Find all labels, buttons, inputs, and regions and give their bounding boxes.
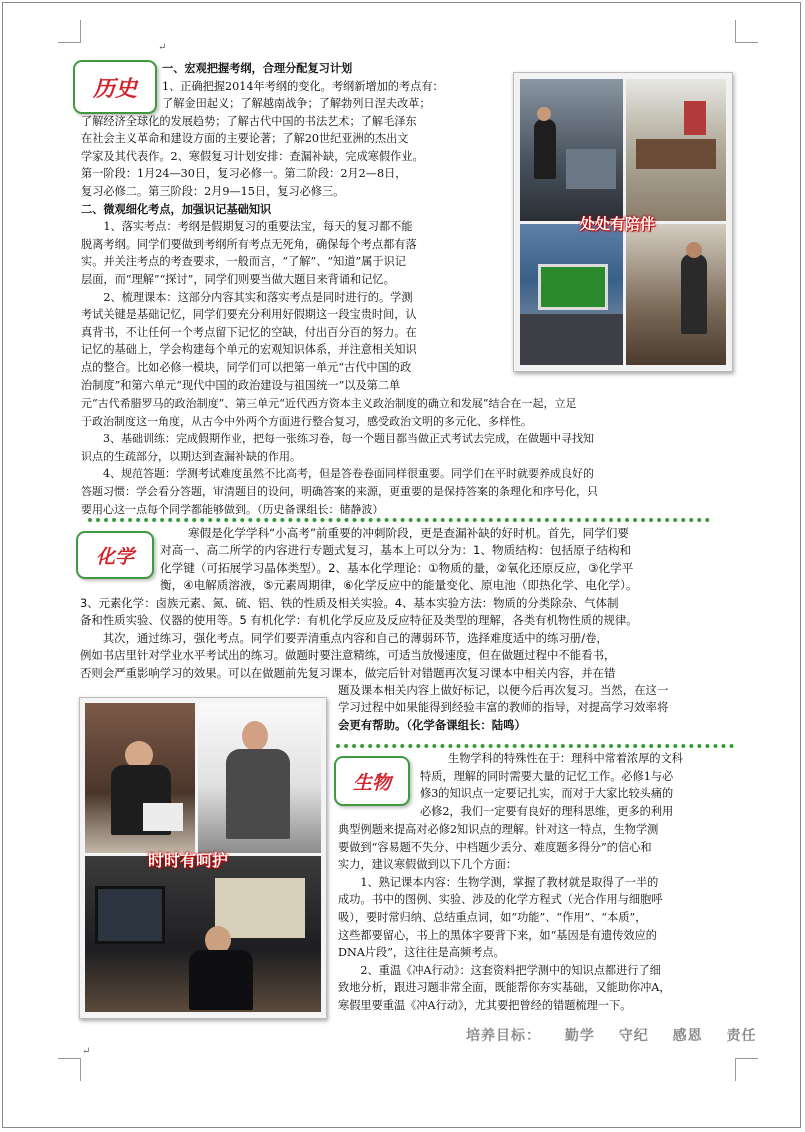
biology-line: 吸），要时常归纳、总结重点词，如“功能”、“作用”、“本质”， bbox=[338, 910, 647, 924]
footer-item: 责任 bbox=[726, 1028, 757, 1044]
chemistry-line: 例如书店里针对学业水平考试出的练习。做题时要注意精练，可适当放慢速度，但在做题过程中不能看书， bbox=[80, 648, 616, 663]
biology-badge bbox=[334, 756, 410, 806]
history-line: 实。并关注考点的考查要求，一般而言，“了解”、“知道”属于识记 bbox=[81, 255, 406, 269]
history-line: 治制度”和第六单元“现代中国的政治建设与祖国统一”以及第二单 bbox=[81, 378, 401, 392]
footer-label: 培养目标： bbox=[466, 1028, 541, 1044]
history-line: 了解经济全球化的发展趋势；了解古代中国的书法艺术；了解毛泽东 bbox=[81, 114, 417, 128]
history-intro bbox=[162, 60, 502, 95]
history-line: 1、正确把握2014年考纲的变化。考纲新增加的考点有： bbox=[162, 79, 444, 93]
chemistry-line: 对高一、高二所学的内容进行专题式复习，基本上可以分为：1、物质结构：包括原子结构和 bbox=[160, 543, 632, 558]
teacher-photo bbox=[85, 856, 321, 1012]
chemistry-badge-label: 化学 bbox=[95, 545, 134, 568]
biology-line: 2、重温《冲A行动》：这套资料把学测中的知识点都进行了细 bbox=[338, 963, 661, 977]
history-line: 复习必修二。第三阶段：2月9—15日，复习必修三。 bbox=[81, 184, 345, 198]
history-photo-collage bbox=[513, 72, 733, 372]
teacher-photo-collage bbox=[79, 697, 327, 1019]
biology-line: 要做到“容易题不失分、中档题少丢分、难度题多得分”的信心和 bbox=[338, 840, 652, 854]
history-line: 4、规范答题：学测考试难度虽然不比高考，但是答卷卷面同样很重要。同学们在平时就要养成良好的 bbox=[81, 467, 594, 481]
footer-item: 勤学 bbox=[564, 1028, 595, 1044]
chemistry-line: 其次，通过练习，强化考点。同学们要弄清重点内容和自己的薄弱环节，选择难度适中的练习册/卷， bbox=[80, 630, 608, 645]
biology-line: 寒假里要重温《冲A行动》，尤其要把曾经的错题梳理一下。 bbox=[338, 998, 632, 1012]
history-line: 在社会主义革命和建设方面的主要论著；了解20世纪亚洲的杰出文 bbox=[81, 132, 409, 146]
section-divider bbox=[88, 518, 710, 522]
biology-line: 生物学科的特殊性在于：理科中常着浓厚的文科 bbox=[448, 752, 683, 765]
biology-top bbox=[420, 750, 738, 820]
classroom-photo bbox=[626, 79, 726, 221]
footer-goals bbox=[466, 1025, 775, 1045]
section-divider bbox=[336, 744, 734, 748]
biology-line: 典型例题来提高对必修2知识点的理解。针对这一特点，生物学测 bbox=[338, 823, 659, 836]
history-line: 1、落实考点：考纲是假期复习的重要法宝，每天的复习都不能 bbox=[81, 220, 413, 234]
crop-mark-top-right bbox=[735, 20, 758, 43]
footer-item: 守纪 bbox=[618, 1028, 649, 1044]
history-line: 考试关键是基础记忆，同学们要充分利用好假期这一段宝贵时间，认 bbox=[81, 308, 417, 322]
chemistry-line: 学习过程中如果能得到经验丰富的教师的指导，对提高学习效率将 bbox=[338, 700, 669, 715]
chemistry-line: 会更有帮助。（化学备课组长：陆鸣） bbox=[338, 717, 526, 732]
chemistry-line: 化学键（可拓展学习晶体类型）。2、基本化学理论：①物质的量，②氧化还原反应，③化学平 bbox=[160, 560, 634, 575]
history-line: 学家及其代表作。2、寒假复习计划安排：查漏补缺，完成寒假作业。 bbox=[81, 149, 424, 163]
history-heading-1: 一、宏观把握考纲，合理分配复习计划 bbox=[162, 61, 353, 75]
chemistry-line: 3、元素化学：卤族元素、氮、硫、铝、铁的性质及相关实验。4、基本实验方法：物质的分类除杂、气体制 bbox=[80, 596, 619, 610]
biology-body bbox=[338, 821, 738, 1015]
history-line: 3、基础训练：完成假期作业，把每一张练习卷，每一个题目都当做正式考试去完成，在做题中寻找知 bbox=[81, 432, 594, 446]
teacher-photo bbox=[198, 703, 321, 853]
teacher-photo-caption: 时时有呵护 bbox=[148, 851, 229, 870]
history-line: 识点的生疏部分，以期达到查漏补缺的作用。 bbox=[81, 449, 301, 463]
chemistry-right bbox=[338, 682, 740, 734]
crop-mark-bottom-right bbox=[735, 1058, 758, 1081]
history-badge-label: 历史 bbox=[92, 75, 137, 102]
chemistry-line: 衡，④电解质溶液，⑤元素周期律，⑥化学反应中的能量变化、原电池（即热化学、电化学）。 bbox=[160, 578, 638, 593]
chemistry-line: 否则会严重影响学习的效果。可以在做题前先复习课本，做完后针对错题再次复习课本中相关内容，并在错 bbox=[80, 665, 616, 680]
history-line: 了解金田起义；了解越南战争；了解勃列日涅夫改革； bbox=[162, 97, 431, 110]
classroom-photo bbox=[520, 79, 623, 221]
history-photo-caption: 处处有陪伴 bbox=[580, 215, 656, 233]
history-line: 要用心这一点每个同学都能够做到。（历史备课组长：储静波） bbox=[81, 502, 384, 516]
biology-line: 必修2，我们一定要有良好的理科思维，更多的利用 bbox=[420, 804, 674, 818]
chemistry-badge bbox=[76, 531, 154, 579]
history-line: 答题习惯：学会看分答题，审清题目的设问，明确答案的来源，更重要的是保持答案的条理化和序号化，只 bbox=[81, 484, 598, 498]
chemistry-line: 备和性质实验、仪器的使用等。5 有机化学：有机化学反应及反应特征及类型的理解，各类有机物性质的规律。 bbox=[80, 613, 638, 628]
footer-item: 感恩 bbox=[672, 1028, 703, 1044]
biology-line: 致地分析，跟进习题非常全面，既能帮你夯实基础，又能助你冲A， bbox=[338, 981, 671, 995]
history-line: 真背书，不让任何一个考点留下记忆的空缺，付出百分百的努力。在 bbox=[81, 325, 417, 339]
chemistry-top bbox=[160, 525, 740, 595]
history-line: 于政治制度这一角度，从古今中外两个方面进行整合复习，感受政治文明的多元化、多样性。 bbox=[81, 414, 532, 428]
history-line: 2、梳理课本：这部分内容其实和落实考点是同时进行的。学测 bbox=[81, 290, 413, 304]
classroom-photo bbox=[626, 224, 726, 365]
paragraph-mark: ↵ bbox=[82, 1046, 91, 1057]
biology-line: 实力，建议寒假做到以下几个方面： bbox=[338, 858, 518, 872]
history-line: 第一阶段：1月24—30日，复习必修一。第二阶段：2月2—8日， bbox=[81, 167, 407, 181]
history-line: 点的整合。比如必修一模块，同学们可以把第一单元“古代中国的政 bbox=[81, 360, 412, 374]
biology-line: 这些都要留心，书上的黑体字要背下来，如“基因是有遗传效应的 bbox=[338, 928, 657, 942]
biology-line: 特质，理解的同时需要大量的记忆工作。必修1与必 bbox=[420, 769, 674, 783]
chemistry-line: 寒假是化学学科“小高考”前重要的冲刺阶段，更是查漏补缺的好时机。首先，同学们要 bbox=[188, 526, 629, 540]
history-line: 脱离考纲。同学们要做到考纲所有考点无死角，确保每个考点都有落 bbox=[81, 237, 417, 251]
biology-line: 1、熟记课本内容：生物学测，掌握了教材就是取得了一半的 bbox=[338, 875, 659, 889]
crop-mark-top-left bbox=[58, 20, 81, 43]
history-line: 元“古代希腊罗马的政治制度”、第三单元“近代西方资本主义政治制度的确立和发展”结合在一起，立足 bbox=[81, 397, 577, 410]
biology-line: DNA片段”，这往往是高频考点。 bbox=[338, 946, 505, 960]
history-line: 记忆的基础上，学会构建每个单元的宏观知识体系，并注意相关知识 bbox=[81, 343, 417, 357]
chemistry-full-width bbox=[80, 595, 740, 682]
history-intro-cont bbox=[81, 95, 502, 394]
chemistry-line: 题及课本相关内容上做好标记，以便今后再次复习。当然，在这一 bbox=[338, 683, 669, 697]
history-heading-2: 二、微观细化考点，加强识记基础知识 bbox=[81, 201, 272, 216]
teacher-photo bbox=[85, 703, 195, 853]
biology-badge-label: 生物 bbox=[352, 771, 391, 794]
history-full-width bbox=[81, 395, 737, 518]
paragraph-mark: ↵ bbox=[158, 42, 167, 53]
biology-line: 修3的知识点一定要记扎实，而对于大家比较头痛的 bbox=[420, 787, 674, 801]
crop-mark-bottom-left bbox=[58, 1058, 81, 1081]
history-line: 层面，而“理解”“探讨”，同学们则要当做大题目来背诵和记忆。 bbox=[81, 272, 395, 286]
classroom-photo bbox=[520, 224, 623, 365]
biology-line: 成功。书中的图例、实验、涉及的化学方程式（光合作用与细胞呼 bbox=[338, 893, 663, 907]
